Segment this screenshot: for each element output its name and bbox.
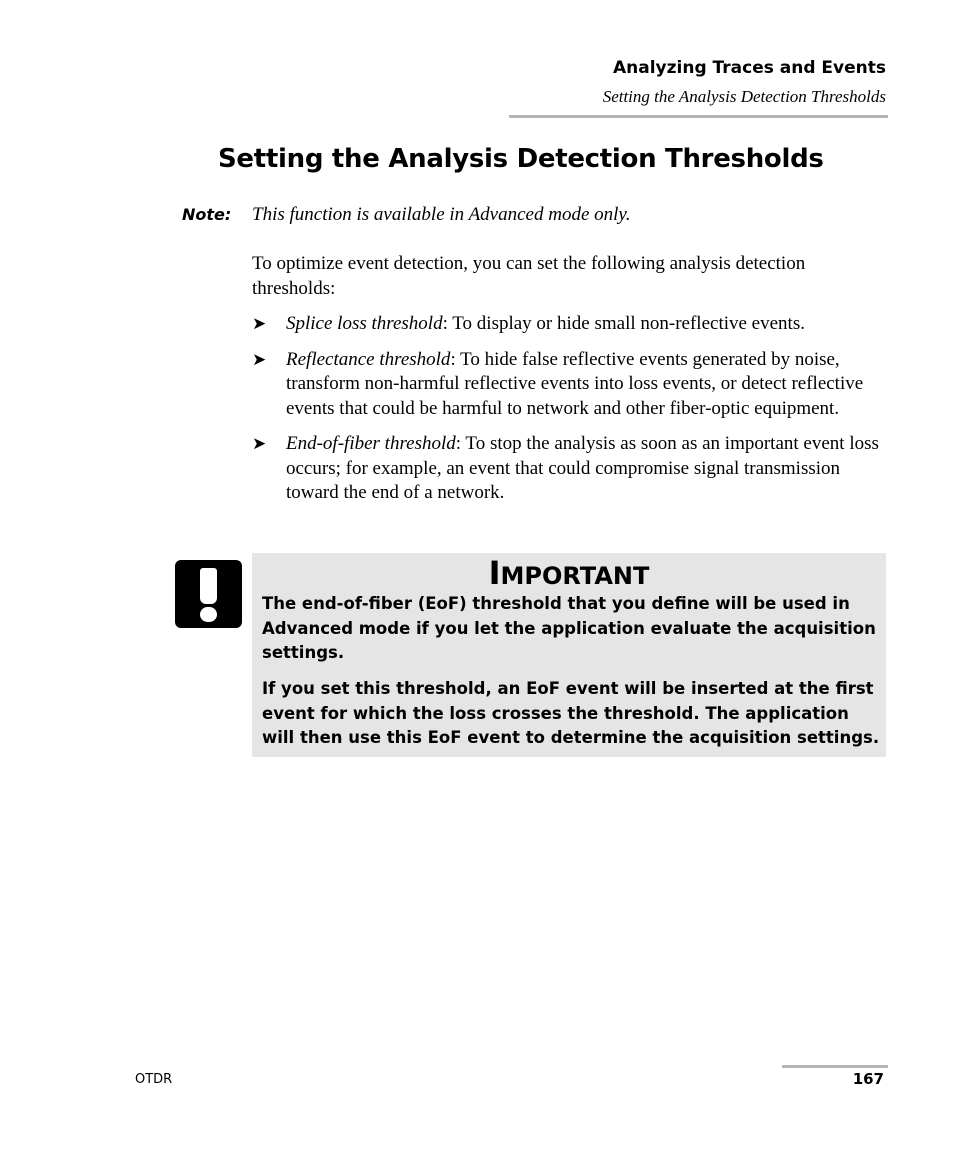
list-item-term: Reflectance threshold [286, 348, 451, 370]
list-item [252, 432, 884, 506]
list-item-text: : To stop the analysis as soon as an important event loss occurs; for example, an event that could compromise signal transmission toward the end of a network. [286, 433, 879, 503]
list-item-text: : To hide false reflective events generated by noise, transform non-harmful reflective events into loss events, or detect reflective events that could be harmful to network and other fiber-optic equipment. [286, 348, 864, 419]
page-title: Setting the Analysis Detection Thresholds [218, 144, 824, 174]
note-label: Note: [182, 205, 232, 224]
arrowhead-icon: ➤ [252, 314, 267, 333]
running-header-title: Analyzing Traces and Events [612, 58, 886, 78]
arrowhead-icon: ➤ [252, 349, 267, 369]
exclamation-icon [175, 560, 242, 628]
note-text: This function is available in Advanced mode only. [252, 204, 631, 225]
important-title-rest: MPORTANT [500, 562, 650, 590]
important-paragraph-2: If you set this threshold, an EoF event will be inserted at the first event for which the loss crosses the threshold. The application will then use this EoF event to determine the acquisition settings. [262, 679, 880, 747]
list-item-term: Splice loss threshold [286, 313, 443, 334]
running-header-subtitle: Setting the Analysis Detection Thresholds [602, 87, 886, 106]
list-item [252, 348, 884, 422]
list-item [252, 312, 884, 337]
list-item-term: End-of-fiber threshold [286, 433, 456, 454]
arrowhead-icon: ➤ [252, 434, 267, 453]
important-box [252, 553, 886, 757]
intro-paragraph: To optimize event detection, you can set the following analysis detection thresholds: [252, 253, 806, 299]
footer-product: OTDR [135, 1072, 173, 1087]
threshold-list [252, 312, 884, 517]
list-item-text: : To display or hide small non-reflective events. [442, 313, 805, 334]
important-title-initial: I [488, 554, 501, 592]
header-rule [509, 115, 888, 118]
page-number: 167 [852, 1070, 884, 1088]
footer-rule [782, 1065, 888, 1068]
important-paragraph-1: The end-of-fiber (EoF) threshold that you define will be used in Advanced mode if you let the application evaluate the acquisition settings. [262, 594, 876, 662]
important-title [252, 554, 886, 592]
